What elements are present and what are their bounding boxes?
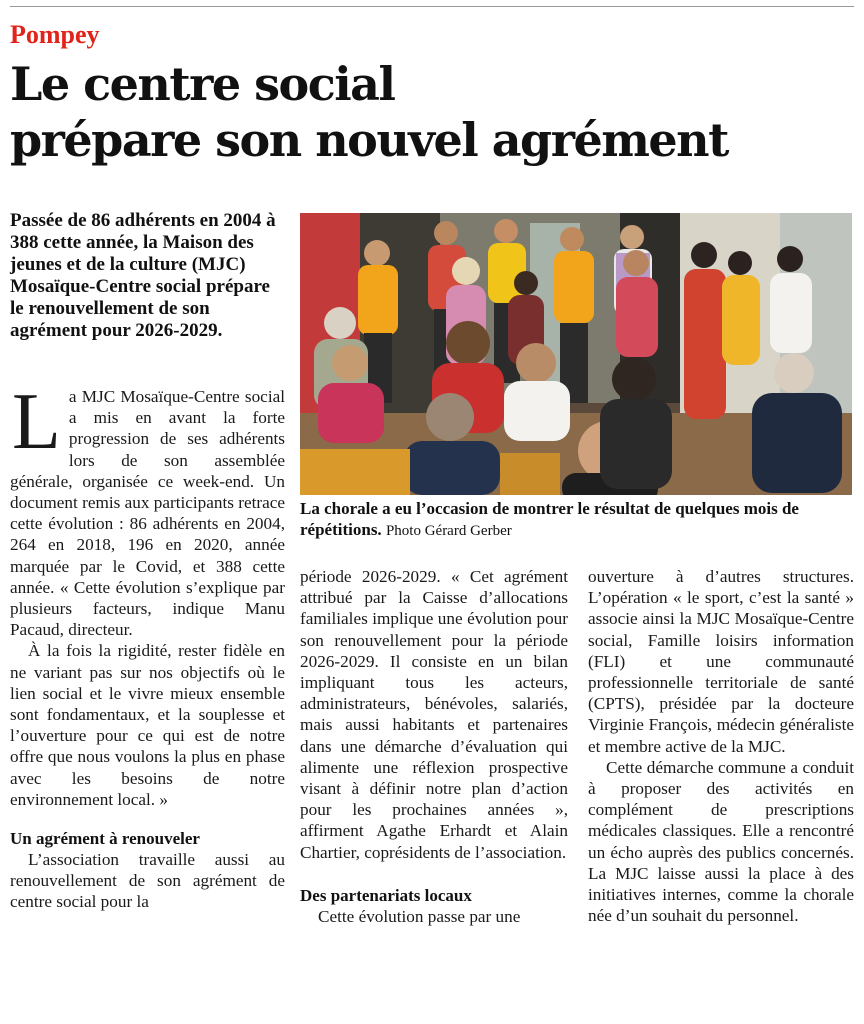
paragraph-5: Cette démarche commune a conduit à proposer des activités en complément de prescriptions médicales classiques. Elle a rencontré un écho auprès des publics concernés. La MJC laisse aussi la place à des initiatives internes, comme la chorale née d’un souhait du personnel. (588, 757, 854, 926)
paragraph-1-text: a MJC Mosaïque-Centre social a mis en avant la forte progression de ses adhérents lors de son assemblée générale, organisée ce week-end. Un document remis aux participants retrace cette évolution : 86 adhérents en 2004, 264 en 2018, 196 en 2020, année marquée par le Covid, et 388 cette année. « Cette évolution s’explique par plusieurs facteurs, indique Manu Pacaud, directeur. (10, 387, 285, 640)
paragraph-1 (10, 378, 285, 640)
paragraph-3-continued: période 2026-2029. « Cet agrément attribué par la Caisse d’allocations familiales implique une évolution pour son renouvellement pour la période 2026-2029. Il consiste en un bilan impliquant tous les acteurs, administrateurs, bénévoles, salariés, mais aussi habitants et partenaires dans une démarche d’évaluation qui alimente une réflexion prospective visant à définir notre plan d’action pour les prochaines années », affirment Agathe Erhardt et Alain Chartier, coprésidents de l’association. (300, 567, 568, 862)
article-lead: Passée de 86 adhérents en 2004 à 388 cette année, la Maison des jeunes et de la culture (MJC) Mosaïque-Centre social prépare le renouvellement de son agrément pour 2026-2029. (10, 210, 276, 341)
subheading-2: Des partenariats locaux (300, 885, 472, 905)
section-kicker: Pompey (10, 20, 100, 49)
subheading-1: Un agrément à renouveler (10, 829, 200, 849)
choir-photo (300, 213, 852, 495)
paragraph-4-continued: ouverture à d’autres structures. L’opération « le sport, c’est la santé » associe ainsi la MJC Mosaïque-Centre social, Famille loisirs information (FLI) et une communauté professionnelle territoriale de santé (CPTS), présidée par la docteure Virginie François, médecin généraliste et membre active de la MJC. (588, 567, 854, 756)
column-2 (300, 566, 568, 927)
caption-text: La chorale a eu l’occasion de montrer le résultat de quelques mois de répétitions. (300, 499, 799, 539)
top-rule (10, 6, 854, 7)
headline-line-2: prépare son nouvel agrément (10, 113, 728, 167)
photo-credit: Photo Gérard Gerber (385, 523, 512, 539)
paragraph-3: L’association travaille aussi au renouvellement de son agrément de centre social pour la (10, 850, 285, 912)
paragraph-2: À la fois la rigidité, rester fidèle en ne variant pas sur nos objectifs où le lien social et le vivre mieux ensemble sont fondamentaux, et la souplesse et l’ouverture pour ce qui est de notre offre que nous voulons la plus en phase avec les besoins de notre environnement local. » (10, 641, 285, 809)
column-3 (588, 566, 854, 926)
paragraph-4: Cette évolution passe par une (318, 906, 521, 926)
column-1 (10, 378, 285, 913)
photo-caption (300, 498, 856, 542)
headline (10, 56, 850, 168)
choir-photo-illustration (300, 213, 852, 495)
headline-line-1: Le centre social (10, 57, 395, 111)
drop-cap: L (12, 378, 61, 466)
